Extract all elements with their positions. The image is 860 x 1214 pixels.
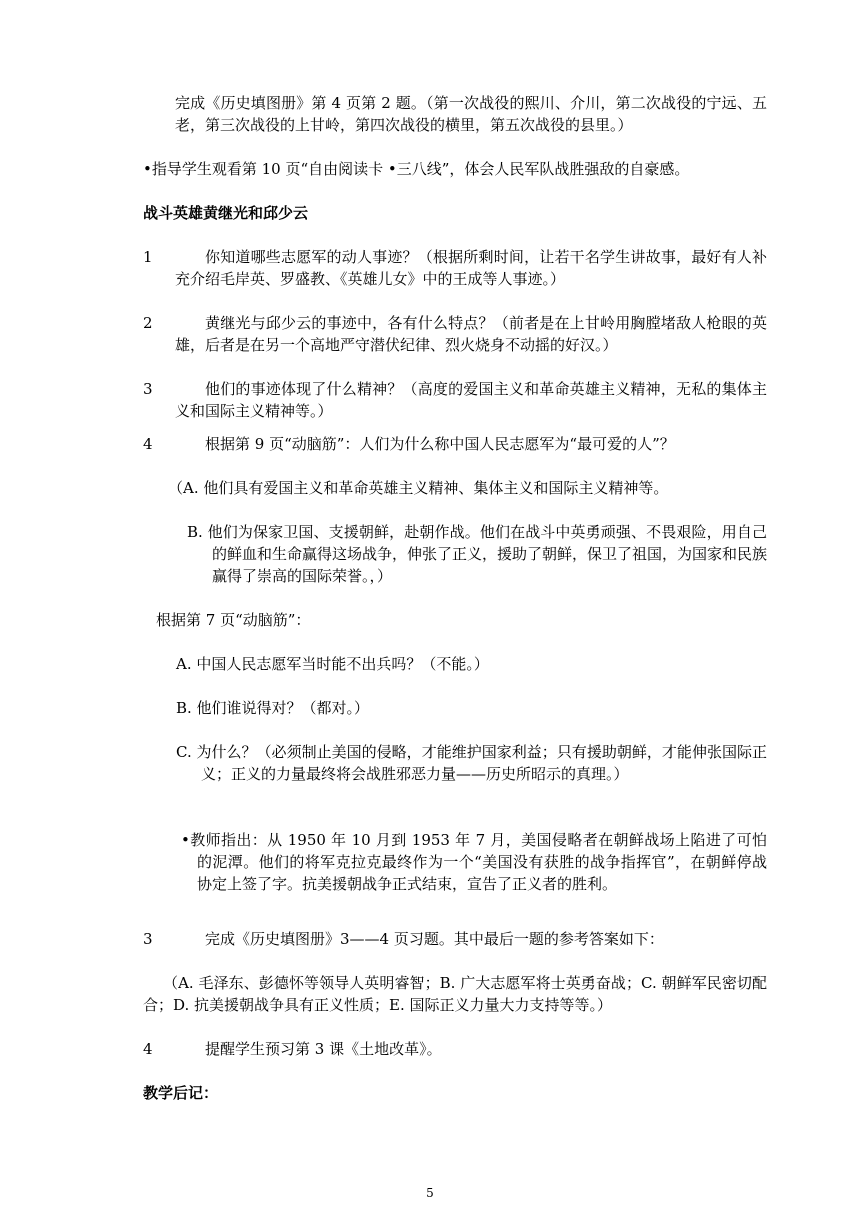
- p7-answer-a: A. 中国人民志愿军当时能不出兵吗？（不能。）: [176, 655, 489, 673]
- question-text: 他们的事迹体现了什么精神？（高度的爱国主义和革命英雄主义精神，无私的集体主义和国际主义精神等。）: [175, 380, 767, 420]
- section-title: 战斗英雄黄继光和邱少云: [143, 204, 309, 222]
- task-text: 完成《历史填图册》3——4 页习题。其中最后一题的参考答案如下：: [205, 930, 664, 948]
- answer-list: （A. 毛泽东、彭德怀等领导人英明睿智；B. 广大志愿军将士英勇奋战；C. 朝鲜军民密切配合；D. 抗美援朝战争具有正义性质；E. 国际正义力量大力支持等等。）: [143, 974, 767, 1014]
- page-number: 5: [426, 1186, 434, 1200]
- answer-a: （A. 他们具有爱国主义和革命英雄主义精神、集体主义和国际主义精神等。: [168, 479, 669, 497]
- question-number: 4: [143, 435, 153, 453]
- question-text: 黄继光与邱少云的事迹中，各有什么特点？（前者是在上甘岭用胸膛堵敌人枪眼的英雄，后者是在另一个高地严守潜伏纪律、烈火烧身不动摇的好汉。）: [175, 314, 767, 354]
- question-number: 3: [143, 380, 153, 398]
- p7-answer-b: B. 他们谁说得对？（都对。）: [176, 699, 370, 717]
- postscript-title: 教学后记：: [143, 1084, 219, 1102]
- p7-heading: 根据第 7 页“动脑筋”：: [156, 611, 311, 629]
- question-number: 1: [143, 248, 153, 266]
- task-fill-map: 完成《历史填图册》第 4 页第 2 题。（第一次战役的熙川、介川，第二次战役的宁远、五老，第三次战役的上甘岭，第四次战役的横里，第五次战役的县里。）: [175, 94, 767, 134]
- task-number: 4: [143, 1040, 153, 1058]
- question-text: 你知道哪些志愿军的动人事迹？（根据所剩时间，让若干名学生讲故事，最好有人补充介绍毛岸英、罗盛教、《英雄儿女》中的王成等人事迹。）: [175, 248, 767, 288]
- task-number: 3: [143, 930, 153, 948]
- bullet-38th-parallel: •指导学生观看第 10 页“自由阅读卡 •三八线”，体会人民军队战胜强敌的自豪感。: [143, 160, 690, 178]
- question-number: 2: [143, 314, 153, 332]
- teacher-note: •教师指出：从 1950 年 10 月到 1953 年 7 月，美国侵略者在朝鲜战场上陷进了可怕的泥潭。他们的将军克拉克最终作为一个“美国没有获胜的战争指挥官”，在朝鲜停战协定上签了字。抗美援朝战争正式结束，宣告了正义者的胜利。: [181, 831, 767, 893]
- p7-answer-c: C. 为什么？（必须制止美国的侵略，才能维护国家利益；只有援助朝鲜，才能伸张国际正义；正义的力量最终将会战胜邪恶力量——历史所昭示的真理。）: [176, 743, 767, 783]
- question-text: 根据第 9 页“动脑筋”：人们为什么称中国人民志愿军为“最可爱的人”？: [205, 435, 675, 453]
- answer-b: B. 他们为保家卫国、支援朝鲜，赴朝作战。他们在战斗中英勇顽强、不畏艰险，用自己的鲜血和生命赢得这场战争，伸张了正义，援助了朝鲜，保卫了祖国，为国家和民族赢得了崇高的国际荣誉。，）: [187, 523, 768, 585]
- task-text: 提醒学生预习第 3 课《土地改革》。: [205, 1040, 442, 1058]
